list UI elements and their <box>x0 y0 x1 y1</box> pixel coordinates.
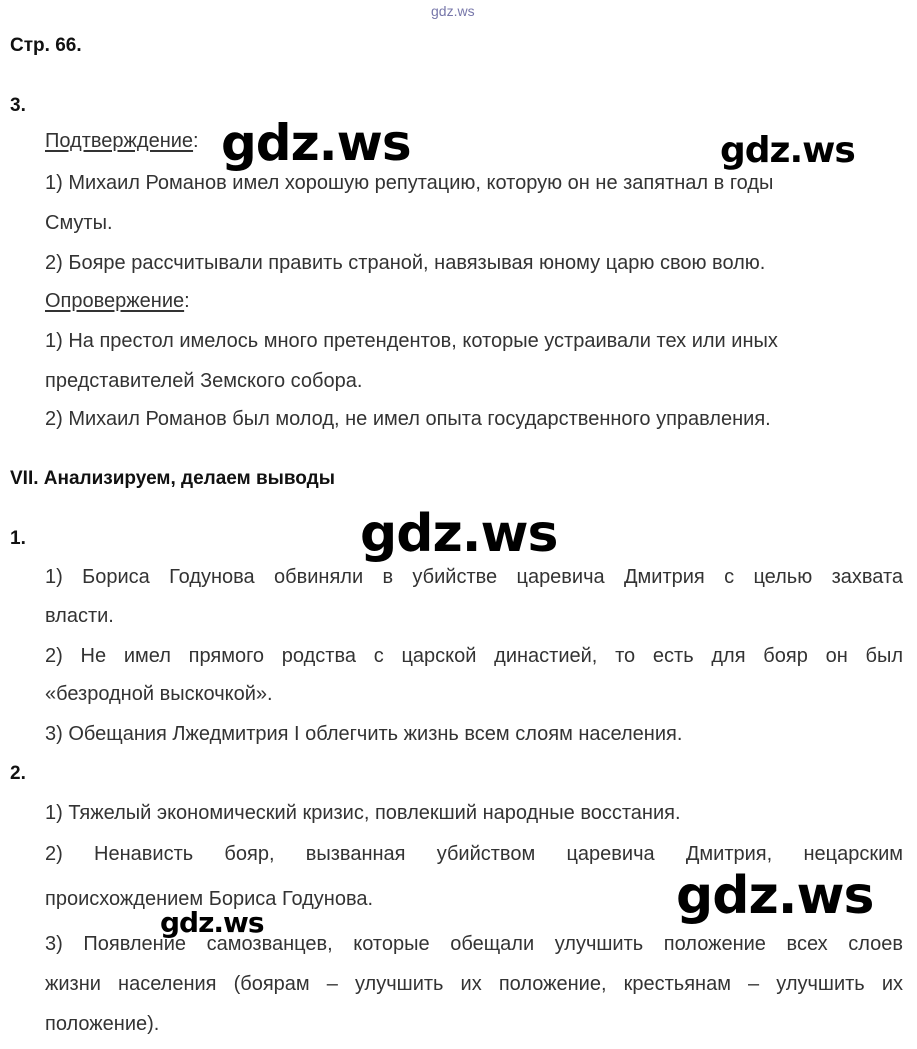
refute-1b: представителей Земского собора. <box>45 370 363 392</box>
section7-title: VII. Анализируем, делаем выводы <box>10 468 335 489</box>
page-header: Стр. 66. <box>10 35 82 56</box>
top-watermark: gdz.ws <box>431 3 475 19</box>
q2-answer-3a: 3) Появление самозванцев, которые обещали улучшить положение всех слоев <box>45 933 903 955</box>
confirm-1b: Смуты. <box>45 212 113 234</box>
q2-answer-3b: жизни населения (боярам – улучшить их положение, крестьянам – улучшить их <box>45 973 903 995</box>
q2-number: 2. <box>10 763 26 784</box>
confirm-1a: 1) Михаил Романов имел хорошую репутацию, которую он не запятнал в годы <box>45 172 774 194</box>
refute-label: Опровержение <box>45 290 185 312</box>
confirm-label: Подтверждение <box>45 130 194 152</box>
watermark: gdz.ws <box>160 906 264 939</box>
refute-2: 2) Михаил Романов был молод, не имел опыта государственного управления. <box>45 408 771 430</box>
watermark: gdz.ws <box>676 866 874 926</box>
q1-answer-1b: власти. <box>45 605 114 627</box>
confirm-colon: : <box>193 130 199 152</box>
q1-answer-1a: 1) Бориса Годунова обвиняли в убийстве царевича Дмитрия с целью захвата <box>45 566 903 588</box>
q2-answer-3c: положение). <box>45 1013 160 1035</box>
q1-answer-2a: 2) Не имел прямого родства с царской династией, то есть для бояр он был <box>45 645 903 667</box>
q1-number: 1. <box>10 528 26 549</box>
confirm-heading <box>45 130 199 153</box>
q2-answer-2a: 2) Ненависть бояр, вызванная убийством царевича Дмитрия, нецарским <box>45 843 903 865</box>
refute-heading <box>45 290 190 313</box>
q1-answer-2b: «безродной выскочкой». <box>45 683 273 705</box>
watermark: gdz.ws <box>360 504 558 564</box>
refute-colon: : <box>184 290 190 312</box>
q2-answer-2b: происхождением Бориса Годунова. <box>45 888 374 910</box>
task3-number: 3. <box>10 95 26 116</box>
q1-answer-3: 3) Обещания Лжедмитрия I облегчить жизнь всем слоям населения. <box>45 723 683 745</box>
confirm-2: 2) Бояре рассчитывали править страной, навязывая юному царю свою волю. <box>45 252 766 274</box>
watermark: gdz.ws <box>720 130 855 171</box>
watermark: gdz.ws <box>221 114 411 172</box>
refute-1a: 1) На престол имелось много претендентов, которые устраивали тех или иных <box>45 330 778 352</box>
q2-answer-1: 1) Тяжелый экономический кризис, повлекший народные восстания. <box>45 802 681 824</box>
